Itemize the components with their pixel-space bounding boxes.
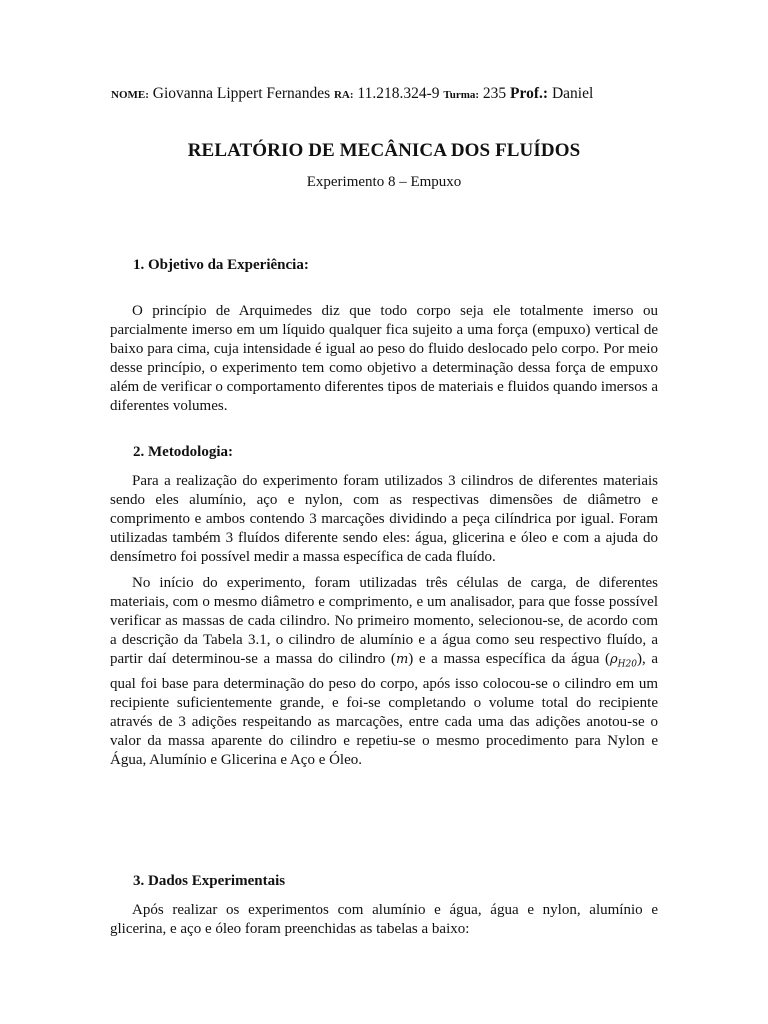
rho-subscript: H20	[617, 659, 637, 670]
section-heading-objetivo: 1. Objetivo da Experiência:	[133, 257, 309, 273]
nome-label: NOME:	[111, 89, 149, 101]
mass-symbol: m	[395, 652, 409, 667]
paragraph-dados: Após realizar os experimentos com alumínio e água, água e nylon, alumínio e glicerina, e aço e óleo foram preenchidas as tabelas a baixo:	[110, 902, 658, 937]
prof-label: Prof.:	[510, 85, 549, 102]
report-title: RELATÓRIO DE MECÂNICA DOS FLUÍDOS	[187, 140, 581, 161]
paragraph-metodologia-2	[110, 574, 658, 770]
nome-value: Giovanna Lippert Fernandes	[148, 85, 334, 102]
density-symbol	[610, 652, 637, 670]
section-heading-dados: 3. Dados Experimentais	[133, 873, 286, 889]
paragraph-metodologia-1: Para a realização do experimento foram utilizados 3 cilindros de diferentes materiais sendo eles alumínio, aço e nylon, com as respectivas dimensões de diâmetro e comprimento e ambos contendo 3 marcações dividindo a peça cilíndrica por igual. Foram utilizadas também 3 fluídos diferente sendo eles: água, glicerina e óleo e com a ajuda do densímetro foi possível medir a massa específica de cada fluído.	[110, 473, 658, 565]
turma-label: Turma:	[443, 89, 480, 101]
prof-value: Daniel	[548, 85, 594, 102]
turma-value: 235	[479, 85, 511, 102]
paragraph-text-part1: No início do experimento, foram utilizadas três células de carga, de diferentes materiais, com o mesmo diâmetro e comprimento, e um analisador, para que fosse possível verificar as massas de cada cilindro. No primeiro momento, selecionou-se, de acordo com a descrição da Tabela 3.1, o cilindro de alumínio e a água como seu respectivo fluído, a partir daí determinou-se a massa do cilindro (	[110, 575, 658, 667]
paragraph-text-part3: ), a qual foi base para determinação do peso do corpo, após isso colocou-se o cilindro em um recipiente suficientemente grande, e foi-se completando o volume total do recipiente através de 3 adições respeitando as marcações, entre cada uma das adições anotou-se o valor da massa aparente do cilindro e repetiu-se o mesmo procedimento para Nylon e Água, Alumínio e Glicerina e Aço e Óleo.	[110, 651, 659, 768]
rho-glyph: ρ	[610, 652, 618, 667]
section-heading-metodologia: 2. Metodologia:	[133, 444, 233, 460]
ra-label: RA:	[333, 89, 354, 101]
paragraph-objetivo: O princípio de Arquimedes diz que todo corpo seja ele totalmente imerso ou parcialmente imerso em um líquido qualquer fica sujeito a uma força (empuxo) vertical de baixo para cima, cuja intensidade é igual ao peso do fluido deslocado pelo corpo. Por meio desse princípio, o experimento tem como objetivo a determinação dessa força de empuxo além de verificar o comportamento diferentes tipos de materiais e fluidos quando imersos a diferentes volumes.	[110, 303, 658, 414]
ra-value: 11.218.324-9	[353, 85, 444, 102]
report-subtitle: Experimento 8 – Empuxo	[306, 174, 462, 190]
paragraph-text-part2: ) e a massa específica da água (	[408, 651, 611, 667]
student-info-line	[111, 85, 593, 103]
